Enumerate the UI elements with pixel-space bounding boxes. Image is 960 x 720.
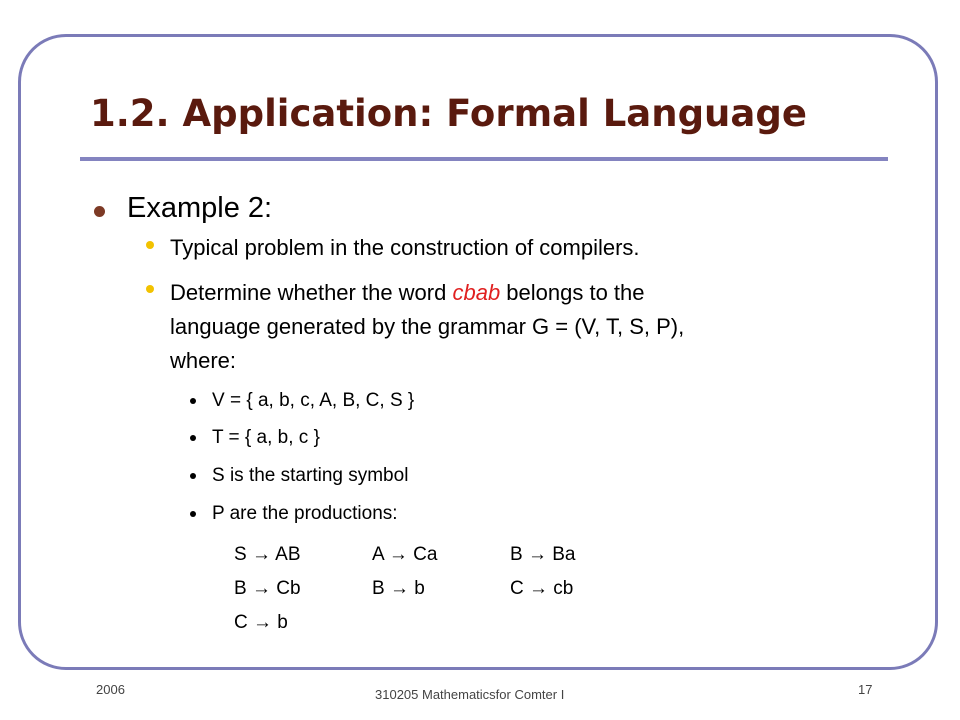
sub-bullet-s: S is the starting symbol [212,465,409,486]
level2-bullet-icon [146,241,154,249]
footer-year: 2006 [96,682,125,697]
bullet-determine-post: belongs to the [500,280,645,305]
level1-bullet-icon [94,206,105,217]
bullet-determine-pre: Determine whether the word [170,280,453,305]
bullet-determine-line3: where: [170,348,237,373]
sub-bullet-p: P are the productions: [212,503,398,524]
footer-page-number: 17 [858,682,873,697]
production: C → cb [510,578,574,599]
level3-bullet-icon [190,398,196,404]
level3-bullet-icon [190,435,196,441]
level3-bullet-icon [190,473,196,479]
bullet-determine-line1 [170,277,645,309]
sub-bullet-t: T = { a, b, c } [212,427,320,448]
bullet-determine-line2: language generated by the grammar G = (V, T, S, P), [170,314,685,339]
bullet-compilers: Typical problem in the construction of compilers. [170,235,640,260]
production: C → b [234,612,288,633]
production: A → Ca [372,544,438,565]
production: B → b [372,578,425,599]
production: B → Ba [510,544,576,565]
production: S → AB [234,544,301,565]
production: B → Cb [234,578,301,599]
slide-title: 1.2. Application: Formal Language [90,92,807,135]
level3-bullet-icon [190,511,196,517]
example-heading: Example 2: [127,192,273,224]
footer-course: 310205 Mathematicsfor Comter I [375,687,565,702]
level2-bullet-icon [146,285,154,293]
sub-bullet-v: V = { a, b, c, A, B, C, S } [212,390,415,411]
word-cbab: cbab [452,280,501,305]
title-underline [80,157,888,161]
